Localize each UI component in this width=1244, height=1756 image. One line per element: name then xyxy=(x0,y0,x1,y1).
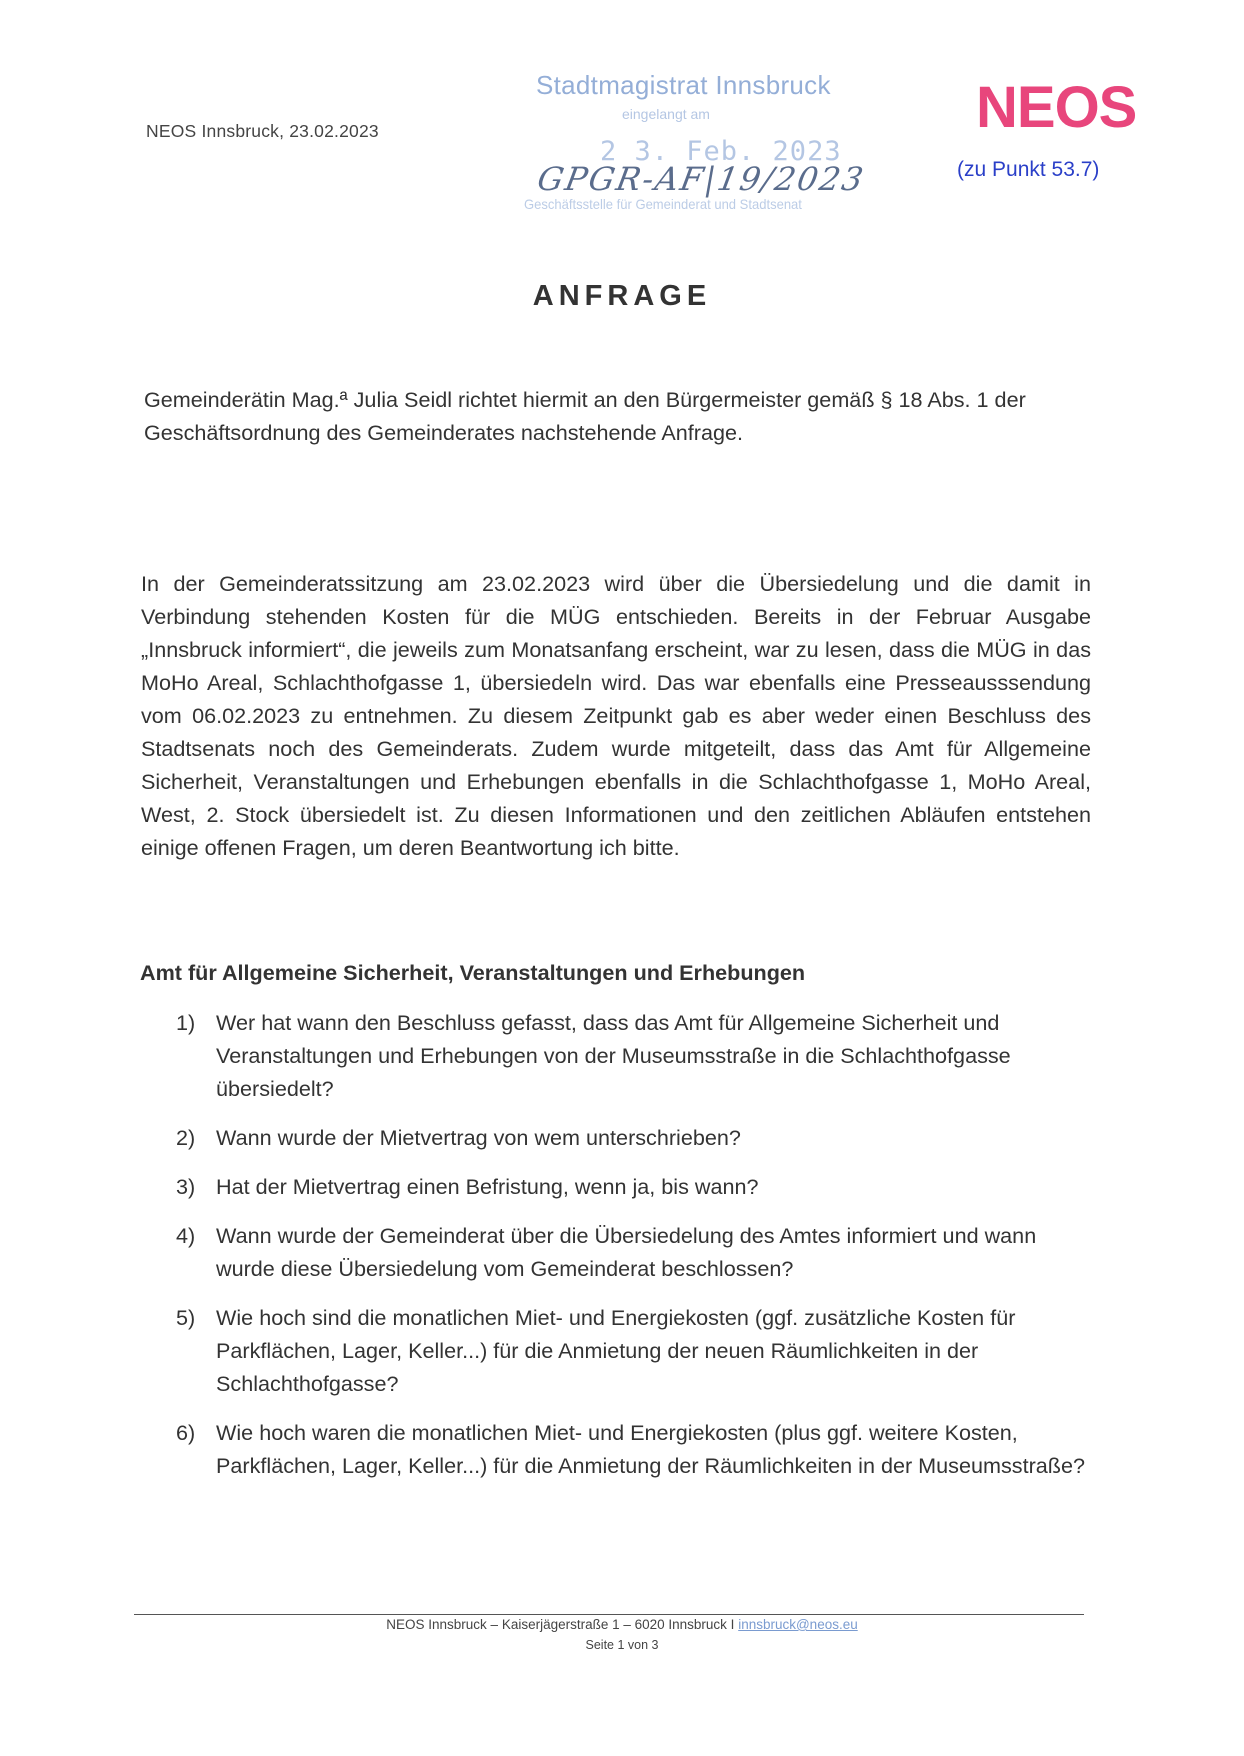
neos-logo: NEOS xyxy=(976,75,1137,140)
list-item xyxy=(176,1219,1096,1285)
list-item xyxy=(176,1121,1096,1154)
footer-divider xyxy=(134,1614,1084,1615)
question-number: 3) xyxy=(176,1174,196,1199)
list-item xyxy=(176,1301,1096,1400)
question-text: Hat der Mietvertrag einen Befristung, wenn ja, bis wann? xyxy=(216,1174,759,1199)
stamp-handwritten-reference: GPGR-AF|19/2023 xyxy=(534,160,868,198)
question-text: Wie hoch sind die monatlichen Miet- und Energiekosten (ggf. zusätzliche Kosten für Parkflächen, Lager, Keller...) für die Anmietung der neuen Räumlichkeiten in der Schlachthofgasse? xyxy=(216,1305,1016,1396)
received-stamp xyxy=(520,66,868,226)
stamp-date: 2 3. Feb. 2023 xyxy=(600,136,842,167)
list-item xyxy=(176,1006,1096,1105)
body-paragraph: In der Gemeinderatssitzung am 23.02.2023 wird über die Übersiedelung und die damit in Verbindung stehenden Kosten für die MÜG entschieden. Bereits in der Februar Ausgabe „Innsbruck informiert“, die jeweils zum Monatsanfang erscheint, war zu lesen, dass die MÜG in das MoHo Areal, Schlachthofgasse 1, übersiedeln wird. Das war ebenfalls eine Presseausssendung vom 06.02.2023 zu entnehmen. Zu diesem Zeitpunkt gab es aber weder einen Beschluss des Stadtsenats noch des Gemeinderats. Zudem wurde mitgeteilt, dass das Amt für Allgemeine Sicherheit, Veranstaltungen und Erhebungen ebenfalls in die Schlachthofgasse 1, MoHo Areal, West, 2. Stock übersiedelt ist. Zu diesen Informationen und den zeitlichen Abläufen entstehen einige offenen Fragen, um deren Beantwortung ich bitte. xyxy=(141,571,1091,860)
list-item xyxy=(176,1170,1096,1203)
question-text: Wer hat wann den Beschluss gefasst, dass das Amt für Allgemeine Sicherheit und Veranstaltungen und Erhebungen von der Museumsstraße in die Schlachthofgasse übersiedelt? xyxy=(216,1010,1011,1101)
question-text: Wann wurde der Mietvertrag von wem unterschrieben? xyxy=(216,1125,741,1150)
question-number: 5) xyxy=(176,1305,196,1330)
question-text: Wann wurde der Gemeinderat über die Übersiedelung des Amtes informiert und wann wurde diese Übersiedelung vom Gemeinderat beschlossen? xyxy=(216,1223,1037,1281)
intro-paragraph: Gemeinderätin Mag.ª Julia Seidl richtet hiermit an den Bürgermeister gemäß § 18 Abs. 1 der Geschäftsordnung des Gemeinderates nachstehende Anfrage. xyxy=(144,387,1026,445)
question-number: 4) xyxy=(176,1223,196,1248)
sender-line: NEOS Innsbruck, 23.02.2023 xyxy=(146,121,379,141)
stamp-footer: Geschäftsstelle für Gemeinderat und Stadtsenat xyxy=(524,196,802,212)
question-number: 1) xyxy=(176,1010,196,1035)
question-number: 2) xyxy=(176,1125,196,1150)
list-item xyxy=(176,1416,1096,1482)
question-list xyxy=(176,1006,1096,1498)
footer-address xyxy=(0,1617,1244,1632)
stamp-subtitle: eingelangt am xyxy=(622,106,710,122)
footer-address-text: NEOS Innsbruck – Kaiserjägerstraße 1 – 6020 Innsbruck I xyxy=(386,1617,739,1632)
question-number: 6) xyxy=(176,1420,196,1445)
page-number: Seite 1 von 3 xyxy=(585,1638,659,1652)
question-text: Wie hoch waren die monatlichen Miet- und Energiekosten (plus ggf. weitere Kosten, Parkflächen, Lager, Keller...) für die Anmietung der Räumlichkeiten in der Museumsstraße? xyxy=(216,1420,1085,1478)
document-title: ANFRAGE xyxy=(532,280,712,312)
agenda-reference: (zu Punkt 53.7) xyxy=(957,158,1100,181)
footer-email-link[interactable]: innsbruck@neos.eu xyxy=(738,1617,858,1632)
stamp-title: Stadtmagistrat Innsbruck xyxy=(536,70,831,100)
section-heading: Amt für Allgemeine Sicherheit, Veranstaltungen und Erhebungen xyxy=(140,960,806,985)
